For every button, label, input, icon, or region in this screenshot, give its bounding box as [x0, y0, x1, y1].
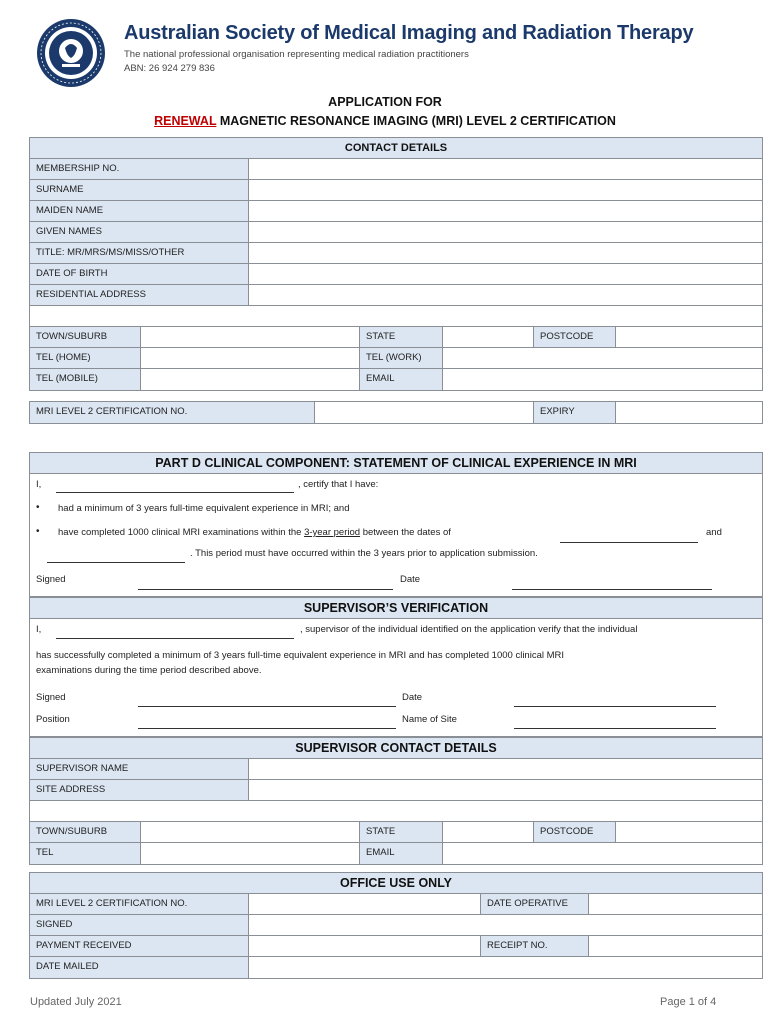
office-use-section	[29, 872, 763, 979]
email-label: EMAIL	[360, 369, 443, 390]
title-label: TITLE: MR/MRS/MS/MISS/OTHER	[30, 243, 249, 263]
office-signed-row	[30, 915, 762, 936]
part-d-signature-line[interactable]	[138, 589, 393, 590]
tel-mobile-row	[30, 369, 762, 390]
supervisor-postcode-field[interactable]	[616, 822, 762, 842]
supervisor-signed-label: Signed	[36, 692, 66, 703]
supervisor-town-label: TOWN/SUBURB	[30, 822, 141, 842]
maiden-name-row	[30, 201, 762, 222]
town-row	[30, 327, 762, 348]
office-use-heading: OFFICE USE ONLY	[30, 873, 762, 894]
contact-details-heading: CONTACT DETAILS	[30, 138, 762, 159]
address-row	[30, 285, 762, 306]
tel-mobile-label: TEL (MOBILE)	[30, 369, 141, 390]
payment-label: PAYMENT RECEIVED	[30, 936, 249, 956]
part-d-date-label: Date	[400, 574, 421, 585]
payment-field[interactable]	[249, 936, 481, 956]
supervisor-site-line[interactable]	[514, 728, 716, 729]
date-mailed-row	[30, 957, 762, 978]
state-label: STATE	[360, 327, 443, 347]
address-field[interactable]	[249, 285, 762, 305]
supervisor-state-label: STATE	[360, 822, 443, 842]
email-field[interactable]	[443, 369, 762, 390]
address-label: RESIDENTIAL ADDRESS	[30, 285, 249, 305]
town-label: TOWN/SUBURB	[30, 327, 141, 347]
membership-label: MEMBERSHIP NO.	[30, 159, 249, 179]
date-operative-field[interactable]	[589, 894, 762, 914]
part-d-heading: PART D CLINICAL COMPONENT: STATEMENT OF CLINICAL EXPERIENCE IN MRI	[30, 453, 762, 474]
supervisor-name-field[interactable]	[249, 759, 762, 779]
supervisor-contact-heading: SUPERVISOR CONTACT DETAILS	[30, 738, 762, 759]
supervisor-statement-line3: examinations during the time period described above.	[36, 665, 262, 676]
office-cert-label: MRI LEVEL 2 CERTIFICATION NO.	[30, 894, 249, 914]
postcode-label: POSTCODE	[534, 327, 616, 347]
cert-number-label: MRI LEVEL 2 CERTIFICATION NO.	[30, 402, 315, 423]
bullet-1: •	[36, 502, 40, 513]
part-d-signed-label: Signed	[36, 574, 66, 585]
supervisor-contact-section	[29, 737, 763, 865]
supervisor-verify-text: , supervisor of the individual identified on the application verify that the individual	[300, 624, 638, 635]
supervisor-town-field[interactable]	[141, 822, 360, 842]
applicant-name-line[interactable]	[56, 492, 294, 493]
expiry-field[interactable]	[616, 402, 762, 423]
bullet-2-text	[58, 527, 451, 538]
maiden-name-label: MAIDEN NAME	[30, 201, 249, 221]
org-name: Australian Society of Medical Imaging and Radiation Therapy	[124, 22, 694, 44]
surname-field[interactable]	[249, 180, 762, 200]
postcode-field[interactable]	[616, 327, 762, 347]
supervisor-i-label: I,	[36, 624, 42, 635]
supervisor-date-line[interactable]	[514, 706, 716, 707]
membership-row	[30, 159, 762, 180]
office-signed-field[interactable]	[249, 915, 762, 935]
title-field[interactable]	[249, 243, 762, 263]
org-tagline: The national professional organisation representing medical radiation practitioners	[124, 49, 469, 60]
period-note: . This period must have occurred within the 3 years prior to application submission.	[190, 548, 538, 559]
supervisor-tel-field[interactable]	[141, 843, 360, 864]
office-cert-row	[30, 894, 762, 915]
supervisor-email-label: EMAIL	[360, 843, 443, 864]
surname-label: SURNAME	[30, 180, 249, 200]
society-seal-logo	[36, 18, 106, 88]
bullet-1-text: had a minimum of 3 years full-time equivalent experience in MRI; and	[58, 503, 350, 514]
receipt-field[interactable]	[589, 936, 762, 956]
tel-work-label: TEL (WORK)	[360, 348, 443, 368]
bullet-2-part-a: have completed 1000 clinical MRI examinations within the	[58, 527, 305, 538]
supervisor-state-field[interactable]	[443, 822, 534, 842]
date-mailed-field[interactable]	[249, 957, 762, 978]
given-names-row	[30, 222, 762, 243]
supervisor-email-field[interactable]	[443, 843, 762, 864]
supervisor-postcode-label: POSTCODE	[534, 822, 616, 842]
supervisor-name-label: SUPERVISOR NAME	[30, 759, 249, 779]
payment-row	[30, 936, 762, 957]
bullet-2: •	[36, 526, 40, 537]
updated-date: Updated July 2021	[30, 996, 122, 1008]
start-date-line[interactable]	[560, 542, 698, 543]
membership-field[interactable]	[249, 159, 762, 179]
part-d-date-line[interactable]	[512, 589, 712, 590]
date-operative-label: DATE OPERATIVE	[481, 894, 589, 914]
and-text: and	[706, 527, 722, 538]
state-field[interactable]	[443, 327, 534, 347]
page-number: Page 1 of 4	[660, 996, 717, 1008]
cert-number-field[interactable]	[315, 402, 534, 423]
supervisor-position-line[interactable]	[138, 728, 396, 729]
tel-work-field[interactable]	[443, 348, 762, 368]
site-address-row	[30, 780, 762, 801]
end-date-line[interactable]	[47, 562, 185, 563]
supervisor-tel-row	[30, 843, 762, 864]
certify-text: , certify that I have:	[298, 479, 379, 490]
address-line2-row	[30, 306, 762, 327]
receipt-label: RECEIPT NO.	[481, 936, 589, 956]
address-line2-field[interactable]	[30, 306, 762, 326]
dob-row	[30, 264, 762, 285]
part-d-section	[29, 452, 763, 597]
part-d-i-label: I,	[36, 479, 42, 490]
tel-home-field[interactable]	[141, 348, 360, 368]
supervisor-tel-label: TEL	[30, 843, 141, 864]
expiry-label: EXPIRY	[534, 402, 616, 423]
supervisor-name-line[interactable]	[56, 638, 294, 639]
given-names-label: GIVEN NAMES	[30, 222, 249, 242]
site-address-line2-row	[30, 801, 762, 822]
org-abn: ABN: 26 924 279 836	[124, 63, 215, 74]
supervisor-verification-heading: SUPERVISOR’S VERIFICATION	[30, 598, 762, 619]
supervisor-statement-line2: has successfully completed a minimum of 3 years full-time equivalent experience in MRI and has completed 1000 clinical MRI	[36, 650, 565, 661]
tel-mobile-field[interactable]	[141, 369, 360, 390]
letterhead	[32, 14, 742, 80]
site-address-line2-field[interactable]	[30, 801, 762, 821]
surname-row	[30, 180, 762, 201]
supervisor-site-label: Name of Site	[402, 714, 457, 725]
contact-details-section	[29, 137, 763, 391]
tel-home-row	[30, 348, 762, 369]
town-field[interactable]	[141, 327, 360, 347]
office-signed-label: SIGNED	[30, 915, 249, 935]
bullet-2-underlined: 3-year period	[304, 527, 361, 538]
form-title-line2	[0, 114, 770, 128]
title-row	[30, 243, 762, 264]
bullet-2-part-b: between the dates of	[360, 527, 451, 538]
maiden-name-field[interactable]	[249, 201, 762, 221]
form-title-rest: MAGNETIC RESONANCE IMAGING (MRI) LEVEL 2 CERTIFICATION	[216, 114, 616, 128]
form-title-line1: APPLICATION FOR	[328, 95, 442, 109]
given-names-field[interactable]	[249, 222, 762, 242]
supervisor-position-label: Position	[36, 714, 70, 725]
date-mailed-label: DATE MAILED	[30, 957, 249, 978]
supervisor-signature-line[interactable]	[138, 706, 396, 707]
site-address-field[interactable]	[249, 780, 762, 800]
supervisor-name-row	[30, 759, 762, 780]
supervisor-town-row	[30, 822, 762, 843]
renewal-word: RENEWAL	[154, 114, 217, 128]
site-address-label: SITE ADDRESS	[30, 780, 249, 800]
certification-number-section	[29, 401, 763, 424]
tel-home-label: TEL (HOME)	[30, 348, 141, 368]
dob-field[interactable]	[249, 264, 762, 284]
cert-number-row	[30, 402, 762, 423]
supervisor-date-label: Date	[402, 692, 423, 703]
dob-label: DATE OF BIRTH	[30, 264, 249, 284]
office-cert-field[interactable]	[249, 894, 481, 914]
